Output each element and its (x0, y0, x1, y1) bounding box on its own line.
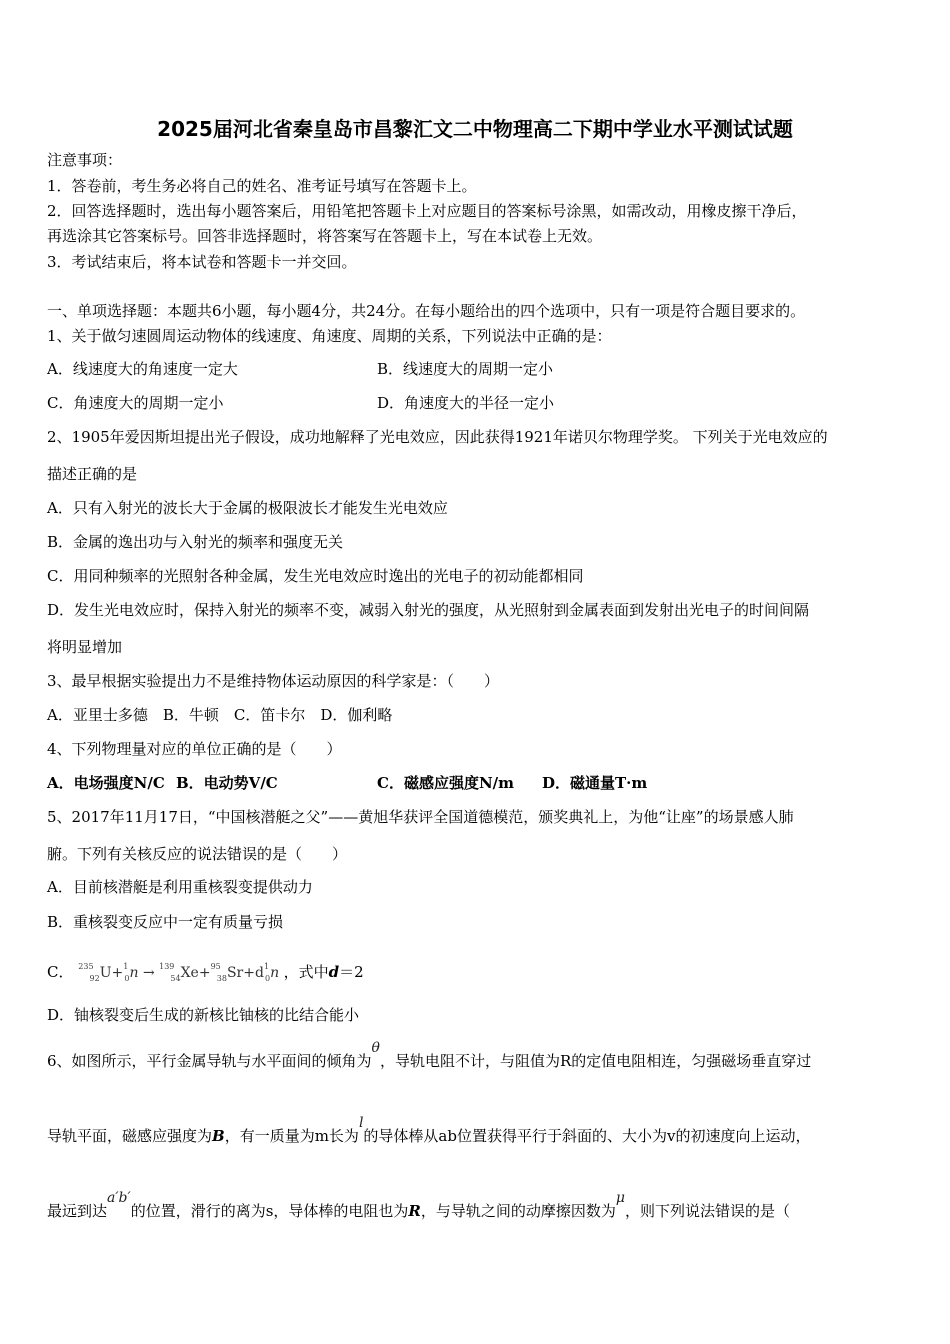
question-1-option-c: C．角速度大的周期一定小 (47, 394, 224, 412)
question-1-stem: 1、关于做匀速圆周运动物体的线速度、角速度、周期的关系，下列说法中正确的是： (47, 327, 612, 345)
question-5-option-a: A．目前核潜艇是利用重核裂变提供动力 (47, 878, 313, 896)
notice-item: 3．考试结束后，将本试卷和答题卡一并交回。 (47, 253, 357, 271)
question-2-stem: 2、1905年爱因斯坦提出光子假设，成功地解释了光电效应，因此获得1921年诺贝尔物理学奖。 下列关于光电效应的 (47, 428, 828, 446)
question-2-option-a: A．只有入射光的波长大于金属的极限波长才能发生光电效应 (47, 499, 448, 517)
question-1-option-a: A．线速度大的角速度一定大 (47, 360, 238, 378)
question-2-option-b: B．金属的逸出功与入射光的频率和强度无关 (47, 533, 344, 551)
question-1-option-d: D．角速度大的半径一定小 (377, 394, 555, 412)
page-title: 2025届河北省秦皇岛市昌黎汇文二中物理高二下期中学业水平测试试题 (157, 117, 793, 141)
question-5-stem: 腑。下列有关核反应的说法错误的是（ ） (47, 845, 348, 863)
question-2-option-c: C．用同种频率的光照射各种金属，发生光电效应时逸出的光电子的初动能都相同 (47, 567, 584, 585)
question-3-options: A．亚里士多德 B．牛顿 C．笛卡尔 D．伽利略 (47, 706, 393, 724)
notice-heading: 注意事项： (47, 151, 123, 169)
length-symbol: l (358, 1115, 364, 1131)
question-2-option-d: 将明显增加 (47, 638, 123, 656)
question-6-stem: 6、如图所示，平行金属导轨与水平面间的倾角为θ，导轨电阻不计，与阻值为R的定值电阻相连，匀强磁场垂直穿过 (47, 1040, 812, 1070)
question-5-option-b: B．重核裂变反应中一定有质量亏损 (47, 913, 284, 931)
question-5-option-c: C． $^{235}_{92}U+^1_0n \to ^{139}_{54}Xe+^{95}_{38}Sr+d^1_0n$ ，式中d＝2 (47, 962, 364, 983)
question-6-stem: 最远到达a′b′的位置，滑行的离为s，导体棒的电阻也为R，与导轨之间的动摩擦因数为μ，则下列说法错误的是（ (47, 1190, 790, 1220)
question-4-option-d: D．磁通量T·m (542, 774, 648, 792)
notice-item: 再选涂其它答案标号。回答非选择题时，将答案写在答题卡上，写在本试卷上无效。 (47, 227, 603, 245)
question-6-stem: 导轨平面，磁感应强度为B，有一质量为m长为l的导体棒从ab位置获得平行于斜面的、大小为v的初速度向上运动， (47, 1115, 811, 1145)
question-4-option-b: B．电动势V/C (176, 774, 278, 792)
section-heading: 一、单项选择题：本题共6小题，每小题4分，共24分。在每小题给出的四个选项中，只有一项是符合题目要求的。 (47, 302, 806, 320)
question-5-stem: 5、2017年11月17日，“中国核潜艇之父”——黄旭华获评全国道德模范，颁奖典礼上，为他“让座”的场景感人肺 (47, 808, 794, 826)
nuclear-reaction-formula: $^{235}_{92}U+^1_0n \to ^{139}_{54}Xe+^{95}_{38}Sr+d^1_0n$ (78, 962, 280, 983)
question-2-stem: 描述正确的是 (47, 465, 138, 483)
question-4-option-a: A．电场强度N/C (47, 774, 165, 792)
question-1-option-b: B．线速度大的周期一定小 (377, 360, 554, 378)
question-5-option-d: D．铀核裂变后生成的新核比铀核的比结合能小 (47, 1006, 360, 1024)
mu-symbol: μ (615, 1190, 625, 1206)
option-label: C． (47, 963, 74, 981)
notice-item: 2．回答选择题时，选出每小题答案后，用铅笔把答题卡上对应题目的答案标号涂黑，如需改动，用橡皮擦干净后， (47, 202, 807, 220)
notice-item: 1．答卷前，考生务必将自己的姓名、准考证号填写在答题卡上。 (47, 177, 477, 195)
question-3-stem: 3、最早根据实验提出力不是维持物体运动原因的科学家是：（ ） (47, 672, 500, 690)
question-4-stem: 4、下列物理量对应的单位正确的是（ ） (47, 740, 342, 758)
question-4-option-c: C．磁感应强度N/m (377, 774, 515, 792)
ab-prime-symbol: a′b′ (107, 1190, 131, 1206)
theta-symbol: θ (371, 1040, 380, 1056)
question-2-option-d: D．发生光电效应时，保持入射光的频率不变，减弱入射光的强度，从光照射到金属表面到发射出光电子的时间间隔 (47, 601, 810, 619)
